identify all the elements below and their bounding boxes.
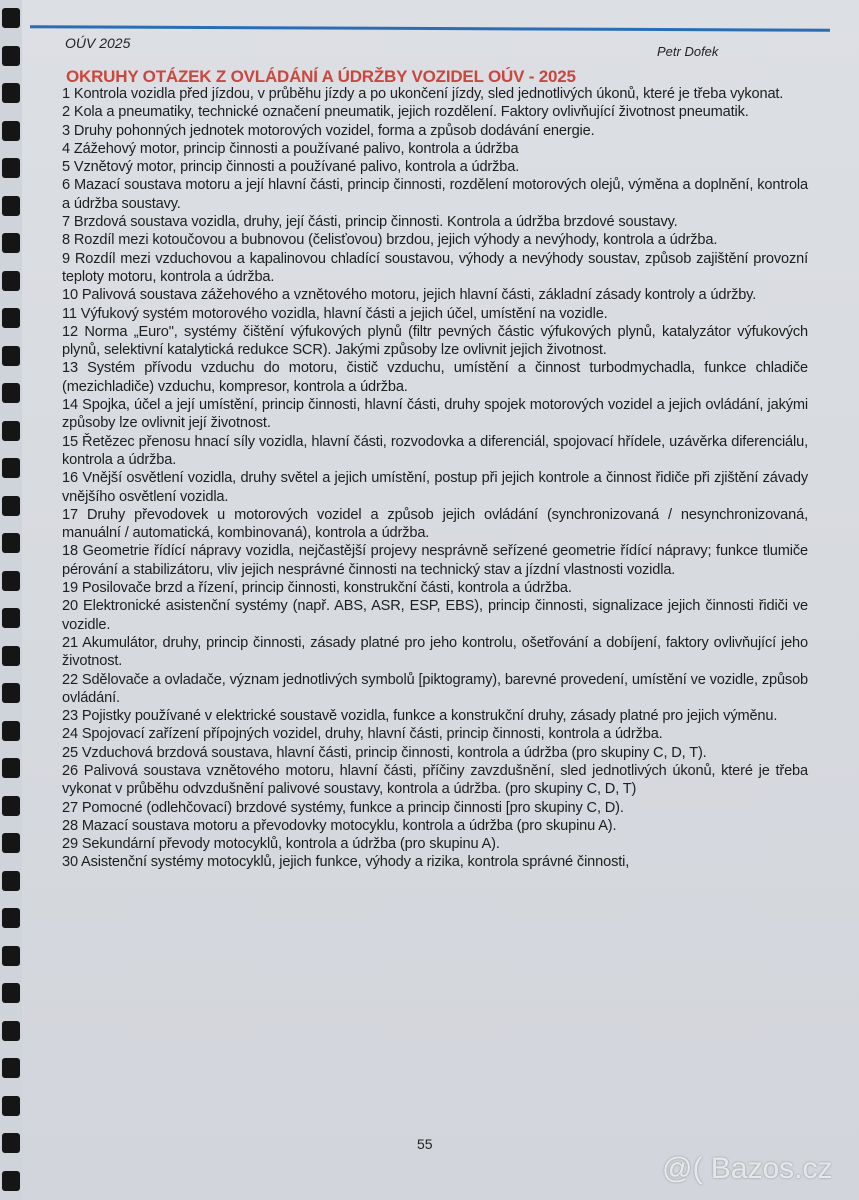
binding-ring [2, 83, 20, 103]
question-item: 2 Kola a pneumatiky, technické označení pneumatik, jejich rozdělení. Faktory ovlivňující životnost pneumatik. [62, 104, 749, 121]
question-item: 19 Posilovače brzd a řízení, princip činnosti, konstrukční části, kontrola a údržba. [62, 580, 572, 597]
binding-ring [2, 421, 20, 441]
binding-ring [2, 721, 20, 741]
header-author: Petr Dofek [657, 44, 719, 59]
question-item: 13 Systém přívodu vzduchu do motoru, čistič vzduchu, umístění a činnost turbodmychadla, funkce chladiče (mezichladiče) vzduchu, kompresor, kontrola a údržba. [62, 360, 808, 395]
binding-ring [2, 871, 20, 891]
binding-ring [2, 1021, 20, 1041]
binding-ring [2, 8, 20, 28]
question-list [62, 85, 808, 872]
question-item: 17 Druhy převodovek u motorových vozidel a způsob jejich ovládání (synchronizovaná / nesynchronizovaná, manuální / automatická, kombinovaná), kontrola a údržba. [62, 506, 808, 542]
binding-ring [2, 46, 20, 66]
binding-ring [2, 383, 20, 403]
question-item: 9 Rozdíl mezi vzduchovou a kapalinovou chladící soustavou, výhody a nevýhody soustav, způsob zajištění provozní teploty motoru, kontrola a údržba. [62, 250, 808, 285]
binding-ring [2, 1058, 20, 1078]
question-item: 27 Pomocné (odlehčovací) brzdové systémy, funkce a princip činnosti [pro skupiny C, D). [62, 799, 624, 816]
binding-ring [2, 1096, 20, 1116]
question-item: 18 Geometrie řídící nápravy vozidla, nejčastější projevy nesprávně seřízené geometrie řídící nápravy; funkce tlumiče pérování a stabilizátoru, vliv jejich nesprávné činnosti na technický stav a jízdní vlastnosti vozidla. [62, 543, 808, 578]
binding-ring [2, 946, 20, 966]
question-item: 29 Sekundární převody motocyklů, kontrola a údržba (pro skupinu A). [62, 836, 500, 853]
header-left: OÚV 2025 [65, 35, 131, 51]
binding-ring [2, 796, 20, 816]
page-number: 55 [417, 1136, 433, 1152]
question-item: 28 Mazací soustava motoru a převodovky motocyklu, kontrola a údržba (pro skupinu A). [62, 817, 617, 834]
binding-ring [2, 1171, 20, 1191]
watermark: @( Bazos.cz [662, 1152, 833, 1185]
question-item: 25 Vzduchová brzdová soustava, hlavní části, princip činnosti, kontrola a údržba (pro skupiny C, D, T). [62, 744, 707, 761]
binding-ring [2, 533, 20, 553]
question-item: 15 Řetězec přenosu hnací síly vozidla, hlavní části, rozvodovka a diferenciál, spojovací hřídele, uzávěrka diferenciálu, kontrola a údržba. [62, 433, 808, 468]
binding-ring [2, 1133, 20, 1153]
question-item: 30 Asistenční systémy motocyklů, jejich funkce, výhody a rizika, kontrola správné činnosti, [62, 854, 630, 871]
question-item: 8 Rozdíl mezi kotoučovou a bubnovou (čelisťovou) brzdou, jejich výhody a nevýhody, kontrola a údržba. [62, 232, 718, 249]
question-item: 1 Kontrola vozidla před jízdou, v průběhu jízdy a po ukončení jízdy, sled jednotlivých úkonů, které je třeba vykonat. [62, 86, 784, 102]
binding-ring [2, 458, 20, 478]
binding-ring [2, 308, 20, 328]
binding-ring [2, 571, 20, 591]
binding-ring [2, 121, 20, 141]
question-item: 14 Spojka, účel a její umístění, princip činnosti, hlavní části, druhy spojek motorových vozidel a jejich ovládání, jakými způsoby lze ovlivnit její životnost. [62, 397, 808, 432]
binding-ring [2, 271, 20, 291]
question-item: 5 Vznětový motor, princip činnosti a používané palivo, kontrola a údržba. [62, 159, 520, 176]
question-item: 4 Zážehový motor, princip činnosti a používané palivo, kontrola a údržba [62, 140, 519, 157]
binding-ring [2, 833, 20, 853]
binding-ring [2, 646, 20, 666]
question-item: 6 Mazací soustava motoru a její hlavní části, princip činnosti, rozdělení motorových olejů, výměna a doplnění, kontrola a údržba soustavy. [62, 177, 808, 212]
question-item: 22 Sdělovače a ovladače, význam jednotlivých symbolů [piktogramy), barevné provedení, umístění ve vozidle, způsob ovládání. [62, 671, 808, 706]
question-item: 7 Brzdová soustava vozidla, druhy, její části, princip činnosti. Kontrola a údržba brzdové soustavy. [62, 214, 678, 231]
question-item: 10 Palivová soustava zážehového a vznětového motoru, jejich hlavní části, základní zásady kontroly a údržby. [62, 287, 757, 304]
question-item: 3 Druhy pohonných jednotek motorových vozidel, forma a způsob dodávání energie. [62, 122, 595, 139]
question-item: 24 Spojovací zařízení přípojných vozidel, druhy, hlavní části, princip činnosti, kontrola a údržba. [62, 726, 663, 743]
binding-ring [2, 608, 20, 628]
binding-ring [2, 196, 20, 216]
question-item: 16 Vnější osvětlení vozidla, druhy světel a jejich umístění, postup při jejich kontrole a činnost řidiče při zjištění závady vnějšího osvětlení vozidla. [62, 470, 808, 505]
question-item: 23 Pojistky používané v elektrické soustavě vozidla, funkce a konstrukční druhy, zásady platné pro jejich výměnu. [62, 708, 778, 725]
binding-ring [2, 233, 20, 253]
spiral-binding [0, 0, 24, 1200]
question-item: 20 Elektronické asistenční systémy (např. ABS, ASR, ESP, EBS), princip činnosti, signalizace jejich činnosti řidiči ve vozidle. [62, 598, 808, 633]
binding-ring [2, 346, 20, 366]
binding-ring [2, 496, 20, 516]
document-title: OKRUHY OTÁZEK Z OVLÁDÁNÍ A ÚDRŽBY VOZIDEL OÚV - 2025 [66, 67, 576, 86]
binding-ring [2, 983, 20, 1003]
question-item: 26 Palivová soustava vznětového motoru, hlavní části, příčiny zavzdušnění, sled jednotlivých úkonů, které je třeba vykonat v průběhu odvzdušnění palivové soustavy, kontrola a údržba. (pro skupiny C, D, T) [62, 762, 808, 798]
question-item: 12 Norma „Euro", systémy čištění výfukových plynů (filtr pevných částic výfukových plynů, katalyzátor výfukových plynů, selektivní katalytická redukce SCR). Jakými způsoby lze ovlivnit jejich životnost. [62, 323, 808, 359]
binding-ring [2, 758, 20, 778]
question-item: 11 Výfukový systém motorového vozidla, hlavní části a jejich účel, umístění na vozidle. [62, 305, 608, 322]
binding-ring [2, 908, 20, 928]
binding-ring [2, 158, 20, 178]
question-item: 21 Akumulátor, druhy, princip činnosti, zásady platné pro jeho kontrolu, ošetřování a dobíjení, faktory ovlivňující jeho životnost. [62, 634, 808, 670]
binding-ring [2, 683, 20, 703]
